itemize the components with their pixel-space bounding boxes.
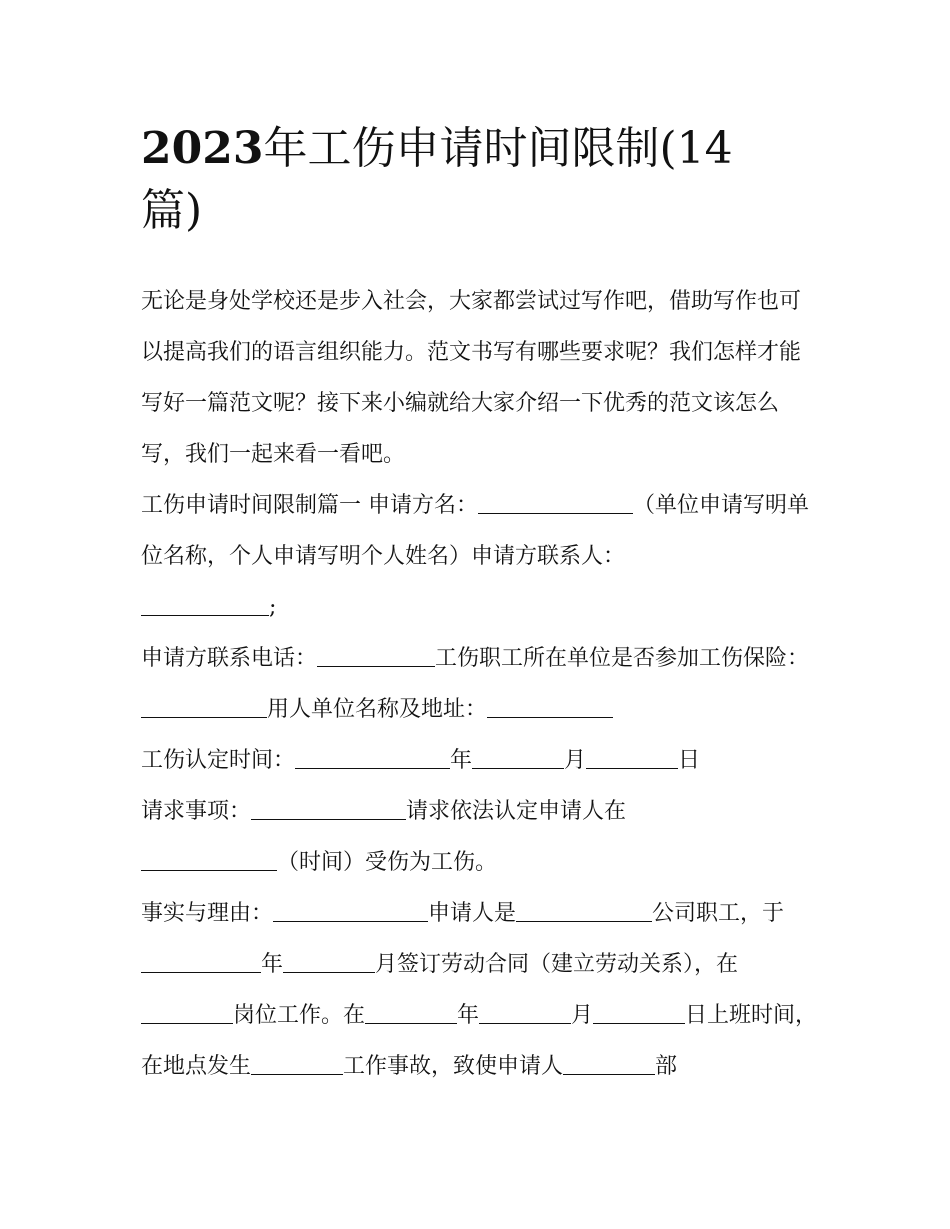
intro-paragraph: 无论是身处学校还是步入社会，大家都尝试过写作吧，借助写作也可以提高我们的语言组织能力。范文书写有哪些要求呢？我们怎样才能写好一篇范文呢？接下来小编就给大家介绍一下优秀的范文该怎么写，我们一起来看一看吧。 <box>141 289 802 467</box>
day-label: 日 <box>678 748 701 773</box>
semicolon: ; <box>269 595 277 620</box>
contract-text: 月签订劳动合同（建立劳动关系），在 <box>375 952 739 977</box>
facts-blank <box>273 899 428 922</box>
body-part-text: 部 <box>655 1054 678 1079</box>
request-paragraph <box>141 786 821 888</box>
phone-label: 申请方联系电话： <box>141 646 318 671</box>
insurance-label: 工伤职工所在单位是否参加工伤保险： <box>435 646 810 671</box>
request-label: 请求事项： <box>141 799 252 824</box>
page-title <box>141 118 821 242</box>
accident-month-blank <box>479 1001 571 1024</box>
accident-type-blank <box>251 1052 343 1075</box>
position-text: 岗位工作。在 <box>233 1003 366 1028</box>
request-text: 请求依法认定申请人在 <box>406 799 627 824</box>
accident-day-blank <box>593 1001 685 1024</box>
title-main: 年工伤申请时间限制(14 <box>263 123 733 174</box>
phone-paragraph <box>141 633 821 735</box>
employer-blank <box>487 695 613 718</box>
month-blank <box>472 746 564 769</box>
day-blank <box>586 746 678 769</box>
request-blank <box>251 797 406 820</box>
accident-year-blank <box>365 1001 457 1024</box>
injury-time-blank <box>141 848 277 871</box>
applicant-paragraph <box>141 480 821 633</box>
contract-year-blank <box>141 950 261 973</box>
position-blank <box>141 1001 233 1024</box>
time-label: 工伤认定时间： <box>141 748 296 773</box>
facts-paragraph <box>141 888 821 1092</box>
accident-day-text: 日上班时间，在地点发生 <box>141 1003 818 1079</box>
title-tail: 篇) <box>141 185 203 236</box>
accident-text: 工作事故，致使申请人 <box>343 1054 564 1079</box>
year-label: 年 <box>450 748 473 773</box>
company-blank <box>516 899 652 922</box>
month-label: 月 <box>564 748 587 773</box>
contract-month-blank <box>283 950 375 973</box>
applicant-name-blank <box>478 491 633 514</box>
phone-blank <box>317 644 435 667</box>
applicant-note: （单位申请写明单位名称，个人申请写明个人姓名）申请方联系人： <box>141 493 810 569</box>
accident-month-label: 月 <box>571 1003 594 1028</box>
time-paragraph <box>141 735 821 786</box>
title-year: 2023 <box>141 123 264 174</box>
applicant-is: 申请人是 <box>428 901 517 926</box>
insurance-blank <box>141 695 267 718</box>
applicant-name-label: 工伤申请时间限制篇一 申请方名： <box>141 493 478 518</box>
body-part-blank <box>563 1052 655 1075</box>
contract-year-label: 年 <box>261 952 284 977</box>
facts-label: 事实与理由： <box>141 901 274 926</box>
document-body <box>141 276 821 1092</box>
company-employee: 公司职工，于 <box>652 901 785 926</box>
accident-year-label: 年 <box>457 1003 480 1028</box>
contact-person-blank <box>141 593 269 616</box>
injury-text: （时间）受伤为工伤。 <box>277 850 498 875</box>
year-blank <box>295 746 450 769</box>
employer-label: 用人单位名称及地址： <box>267 697 488 722</box>
